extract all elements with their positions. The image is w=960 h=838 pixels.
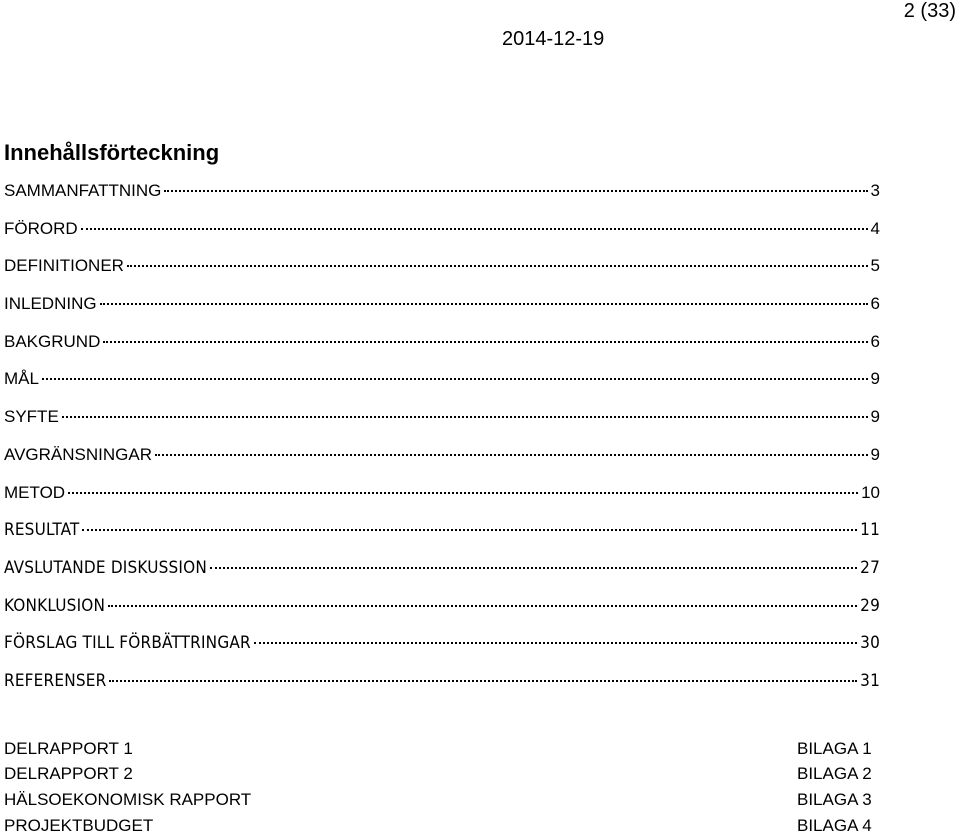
dot-leader <box>42 378 868 380</box>
appendix-ref: BILAGA 2 <box>797 764 872 784</box>
toc-list <box>4 181 880 709</box>
toc-entry-page: 5 <box>870 256 880 276</box>
toc-entry-inledning[interactable] <box>4 294 880 332</box>
toc-entry-label: AVSLUTANDE DISKUSSION <box>4 557 207 578</box>
toc-entry-avgransningar[interactable] <box>4 445 880 483</box>
toc-entry-page: 6 <box>870 294 880 314</box>
toc-entry-forslag-till-forbattringar[interactable] <box>4 633 880 671</box>
appendix-ref: BILAGA 3 <box>797 789 872 809</box>
toc-entry-label: METOD <box>4 482 66 502</box>
dot-leader <box>210 567 857 569</box>
toc-entry-label: MÅL <box>4 369 39 389</box>
toc-entry-label: SYFTE <box>4 407 59 427</box>
toc-entry-konklusion[interactable] <box>4 596 880 634</box>
toc-entry-label: BAKGRUND <box>4 331 101 351</box>
toc-entry-syfte[interactable] <box>4 407 880 445</box>
appendix-ref: BILAGA 1 <box>797 738 872 758</box>
toc-entry-page: 9 <box>870 369 880 389</box>
toc-entry-label: INLEDNING <box>4 294 97 314</box>
dot-leader <box>81 228 868 230</box>
appendix-row <box>4 813 880 838</box>
appendix-name: DELRAPPORT 1 <box>4 738 133 758</box>
toc-entry-page: 29 <box>860 595 880 616</box>
toc-entry-sammanfattning[interactable] <box>4 181 880 219</box>
toc-entry-mal[interactable] <box>4 369 880 407</box>
toc-entry-label: RESULTAT <box>4 520 80 541</box>
toc-entry-label: FÖRORD <box>4 218 78 238</box>
appendix-list <box>4 736 880 838</box>
appendix-name: DELRAPPORT 2 <box>4 764 133 784</box>
toc-entry-page: 30 <box>860 633 880 654</box>
dot-leader <box>127 265 868 267</box>
toc-entry-page: 10 <box>861 482 880 502</box>
toc-entry-page: 27 <box>860 557 880 578</box>
dot-leader <box>164 190 867 192</box>
toc-entry-page: 6 <box>870 331 880 351</box>
toc-entry-label: AVGRÄNSNINGAR <box>4 444 152 464</box>
dot-leader <box>109 680 857 682</box>
toc-entry-forord[interactable] <box>4 219 880 257</box>
appendix-row <box>4 787 880 813</box>
dot-leader <box>155 454 868 456</box>
toc-entry-label: KONKLUSION <box>4 595 106 616</box>
appendix-row <box>4 762 880 788</box>
toc-entry-definitioner[interactable] <box>4 256 880 294</box>
appendix-name: HÄLSOEKONOMISK RAPPORT <box>4 789 252 809</box>
toc-entry-label: REFERENSER <box>4 670 107 691</box>
toc-entry-page: 3 <box>870 181 880 200</box>
appendix-ref: BILAGA 4 <box>797 815 872 835</box>
toc-entry-label: SAMMANFATTNING <box>4 181 162 200</box>
toc-entry-referenser[interactable] <box>4 671 880 709</box>
header-date: 2014-12-19 <box>502 28 605 50</box>
toc-entry-avslutande-diskussion[interactable] <box>4 558 880 596</box>
appendix-row <box>4 736 880 762</box>
dot-leader <box>108 605 857 607</box>
dot-leader <box>103 341 867 343</box>
toc-entry-label: DEFINITIONER <box>4 256 124 276</box>
toc-entry-metod[interactable] <box>4 483 880 521</box>
toc-entry-page: 9 <box>870 407 880 427</box>
toc-entry-bakgrund[interactable] <box>4 332 880 370</box>
toc-entry-page: 11 <box>860 520 880 541</box>
toc-entry-page: 31 <box>860 670 880 691</box>
page-number: 2 (33) <box>903 0 956 22</box>
toc-entry-page: 9 <box>870 444 880 464</box>
toc-entry-resultat[interactable] <box>4 520 880 558</box>
toc-title: Innehållsförteckning <box>4 140 220 165</box>
toc-entry-label: FÖRSLAG TILL FÖRBÄTTRINGAR <box>4 633 251 654</box>
dot-leader <box>254 642 857 644</box>
appendix-name: PROJEKTBUDGET <box>4 815 154 835</box>
toc-entry-page: 4 <box>870 218 880 238</box>
dot-leader <box>82 529 857 531</box>
dot-leader <box>68 492 858 494</box>
dot-leader <box>100 303 868 305</box>
dot-leader <box>62 416 868 418</box>
